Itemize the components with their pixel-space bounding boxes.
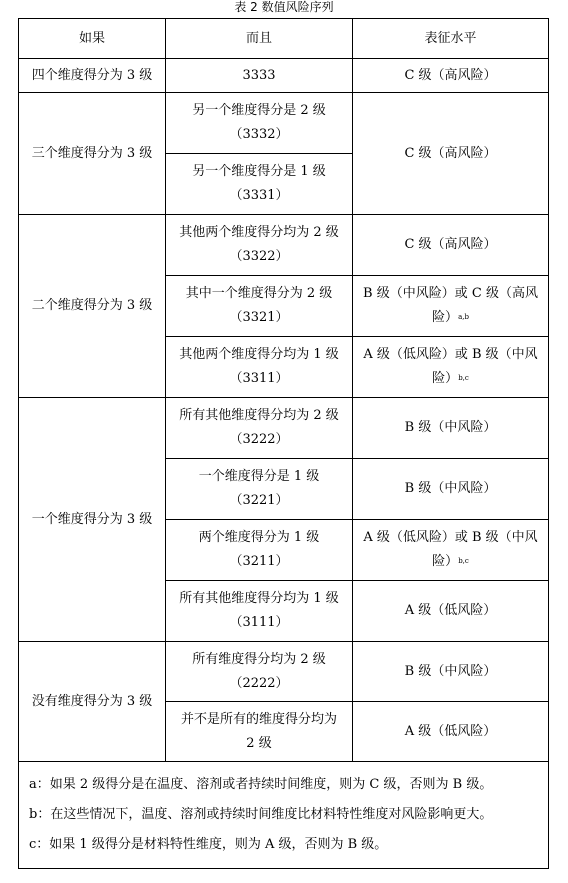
pattern-code: （3111） — [229, 615, 289, 630]
condition-cell: 三个维度得分为 3 级 — [19, 93, 166, 215]
pattern-cell — [166, 215, 353, 276]
level-cell: C 级（高风险） — [353, 93, 549, 215]
pattern-text: 一个维度得分是 1 级 — [198, 469, 320, 484]
level-cell — [353, 520, 549, 581]
pattern-text: 所有其他维度得分均为 1 级 — [179, 591, 339, 606]
level-cell — [353, 337, 549, 398]
level-text: B 级（中风险）或 C 级（高风 — [363, 285, 538, 301]
level-text-cont — [359, 306, 542, 331]
level-text-end: 险） — [432, 553, 459, 569]
level-cell: C 级（高风险） — [353, 59, 549, 93]
pattern-code: （3332） — [229, 127, 289, 142]
level-cell: B 级（中风险） — [353, 459, 549, 520]
pattern-cell — [166, 581, 353, 642]
pattern-code: （3331） — [229, 188, 289, 203]
pattern-code: （3321） — [229, 310, 289, 325]
table-row — [19, 93, 549, 154]
level-text-end: 险） — [432, 370, 459, 386]
footnote-marker: b,c — [458, 556, 469, 565]
pattern-text: 另一个维度得分是 1 级 — [192, 164, 326, 179]
table-caption: 表 2 数值风险序列 — [234, 0, 334, 14]
header-and: 而且 — [166, 19, 353, 59]
condition-cell: 二个维度得分为 3 级 — [19, 215, 166, 398]
pattern-text: 并不是所有的维度得分均为 — [180, 711, 337, 727]
pattern-code: （3221） — [229, 493, 289, 508]
level-cell: B 级（中风险） — [353, 398, 549, 459]
level-cell: B 级（中风险） — [353, 642, 549, 702]
pattern-cell — [166, 154, 353, 215]
pattern-cell — [166, 93, 353, 154]
level-text-cont — [359, 367, 542, 392]
table-row — [19, 59, 549, 93]
notes-cell — [19, 762, 549, 869]
pattern-cell — [166, 702, 353, 762]
pattern-cell — [166, 459, 353, 520]
footnote-marker: a,b — [458, 312, 469, 321]
level-text-cont — [359, 550, 542, 575]
condition-cell: 没有维度得分为 3 级 — [19, 642, 166, 762]
pattern-text: 所有其他维度得分均为 2 级 — [179, 408, 339, 423]
condition-cell: 一个维度得分为 3 级 — [19, 398, 166, 642]
table-row — [19, 398, 549, 459]
table-row — [19, 642, 549, 702]
header-if: 如果 — [19, 19, 166, 59]
header-level: 表征水平 — [353, 19, 549, 59]
level-cell: A 级（低风险） — [353, 581, 549, 642]
pattern-cell — [166, 398, 353, 459]
pattern-text: 其他两个维度得分均为 1 级 — [179, 347, 339, 362]
pattern-code: （3311） — [229, 371, 289, 386]
pattern-text: 其中一个维度得分为 2 级 — [185, 286, 333, 301]
risk-sequence-table — [18, 18, 549, 869]
pattern-cell — [166, 520, 353, 581]
level-cell: A 级（低风险） — [353, 702, 549, 762]
pattern-cell — [166, 642, 353, 702]
pattern-code: 2 级 — [246, 735, 272, 751]
notes-row — [19, 762, 549, 869]
pattern-text: 所有维度得分均为 2 级 — [192, 651, 326, 667]
level-cell — [353, 276, 549, 337]
pattern-text: 其他两个维度得分均为 2 级 — [179, 225, 339, 240]
pattern-text: 另一个维度得分是 2 级 — [192, 103, 326, 118]
condition-cell: 四个维度得分为 3 级 — [19, 59, 166, 93]
pattern-cell: 3333 — [166, 59, 353, 93]
pattern-cell — [166, 276, 353, 337]
footnote-c: c：如果 1 级得分是材料特性维度，则为 A 级，否则为 B 级。 — [29, 837, 388, 852]
pattern-code: （2222） — [229, 675, 289, 691]
level-text-end: 险） — [432, 309, 459, 325]
footnote-marker: b,c — [458, 373, 469, 382]
pattern-code: （3222） — [229, 432, 289, 447]
level-text: A 级（低风险）或 B 级（中风 — [363, 529, 538, 545]
pattern-text: 两个维度得分为 1 级 — [198, 530, 320, 545]
pattern-cell — [166, 337, 353, 398]
pattern-code: （3211） — [229, 554, 289, 569]
table-row — [19, 215, 549, 276]
pattern-code: （3322） — [229, 249, 289, 264]
footnote-b: b：在这些情况下，温度、溶剂或持续时间维度比材料特性维度对风险影响更大。 — [29, 807, 493, 822]
table-header-row — [19, 19, 549, 59]
footnote-a: a：如果 2 级得分是在温度、溶剂或者持续时间维度，则为 C 级，否则为 B 级。 — [29, 777, 493, 792]
level-text: A 级（低风险）或 B 级（中风 — [363, 346, 538, 362]
level-cell: C 级（高风险） — [353, 215, 549, 276]
